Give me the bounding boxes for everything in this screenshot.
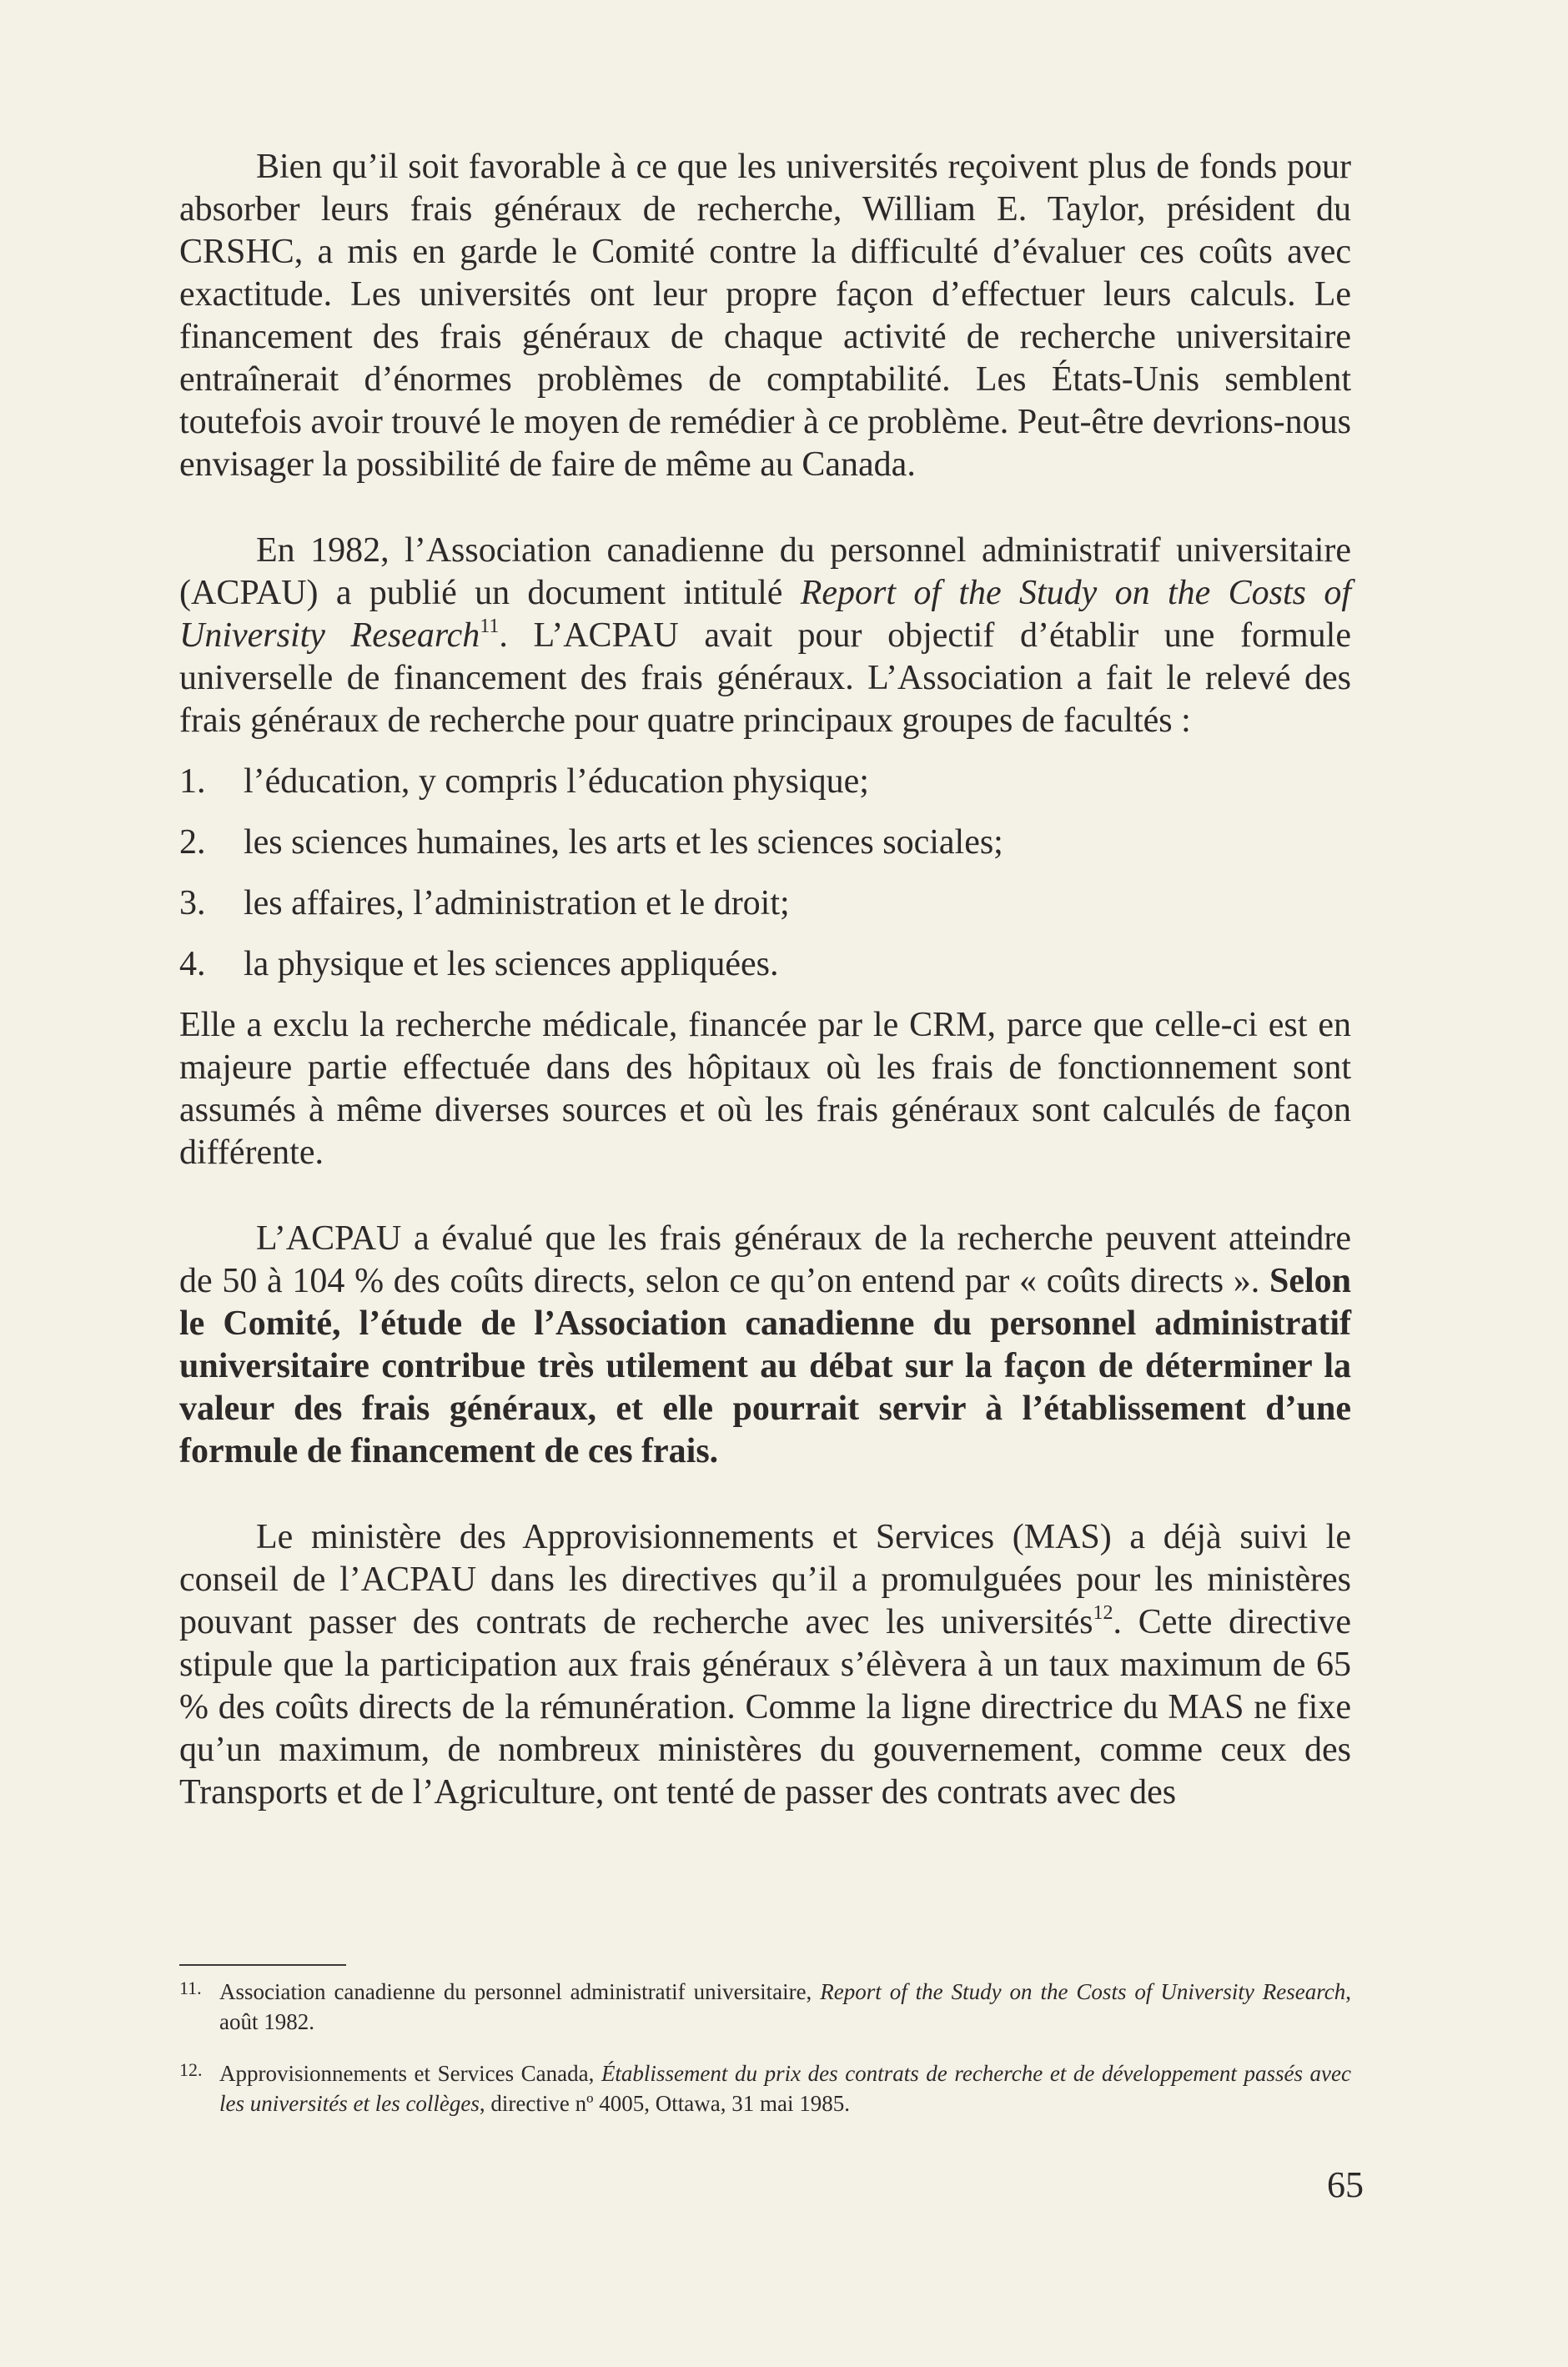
paragraph-text: Le ministère des Approvisionnements et Services (MAS) a déjà suivi le conseil de l’ACPAU dans les directives qu’il a promulguées pour les ministères pouvant passer des contrats de recherche avec les universités <box>179 1518 1351 1641</box>
paragraph-medical-research-excluded <box>179 1004 1351 1174</box>
paragraph-text: . L’ACPAU avait pour objectif d’établir une formule universelle de financement des frais généraux. L’Association a fait le relevé des frais généraux de recherche pour quatre principaux groupes de facultés : <box>179 616 1351 740</box>
footnote-text-part: , août 1982. <box>219 1979 1351 2034</box>
paragraph-text: Bien qu’il soit favorable à ce que les universités reçoivent plus de fonds pour absorber leurs frais généraux de recherche, William E. Taylor, président du CRSHC, a mis en garde le Comité contre la difficulté d’évaluer ces coûts avec exactitude. Les universités ont leur propre façon d’effectuer leurs calculs. Le financement des frais généraux de chaque activité de recherche universitaire entraînerait d’énormes problèmes de comptabilité. Les États-Unis semblent toutefois avoir trouvé le moyen de remédier à ce problème. Peut-être devrions-nous envisager la possibilité de faire de même au Canada. <box>179 148 1351 484</box>
list-text: les sciences humaines, les arts et les sciences sociales; <box>244 823 1003 862</box>
list-item <box>179 761 1351 803</box>
faculty-groups-list <box>179 761 1351 986</box>
paragraph-text: Elle a exclu la recherche médicale, financée par le CRM, parce que celle-ci est en majeure partie effectuée dans des hôpitaux où les frais de fonctionnement sont assumés à même diverses sources et où les frais généraux sont calculés de façon différente. <box>179 1006 1351 1172</box>
footnote-title: Report of the Study on the Costs of University Research <box>820 1979 1346 2004</box>
list-item <box>179 943 1351 986</box>
report-title: Report of the Study on the Costs of University Research <box>179 574 1352 655</box>
paragraph-committee-recommendation <box>179 1218 1351 1473</box>
list-number: 4. <box>179 945 206 983</box>
paragraph-acpau-report <box>179 530 1351 742</box>
footnote-ref-12[interactable]: 12 <box>1093 1602 1113 1624</box>
footnotes <box>179 1977 1351 2140</box>
list-number: 3. <box>179 884 206 922</box>
footnote-title: Établissement du prix des contrats de recherche et de développement passés avec les universités et les collèges <box>219 2061 1351 2116</box>
paragraph-mas-directive <box>179 1516 1351 1814</box>
paragraph-text: . Cette directive stipule que la participation aux frais généraux s’élèvera à un taux maximum de 65 % des coûts directs de la rémunération. Comme la ligne directrice du MAS ne fixe qu’un maximum, de nombreux ministères du gouvernement, comme ceux des Transports et de l’Agriculture, ont tenté de passer des contrats avec des <box>179 1603 1351 1812</box>
committee-recommendation-bold: Selon le Comité, l’étude de l’Association canadienne du personnel administratif universitaire contribue très utilement au débat sur la façon de déterminer la valeur des frais généraux, et elle pourrait servir à l’établissement d’une formule de financement de ces frais. <box>179 1262 1351 1470</box>
paragraph-text: L’ACPAU a évalué que les frais généraux de la recherche peuvent atteindre de 50 à 104 % des coûts directs, selon ce qu’on entend par « coûts directs ». <box>179 1219 1351 1300</box>
footnote-ref-11[interactable]: 11 <box>480 616 500 637</box>
footnote-text-part: Association canadienne du personnel administratif universitaire, <box>219 1979 821 2004</box>
footnote-number: 11. <box>179 1978 202 1998</box>
footnote-text <box>219 2058 1351 2118</box>
footnote-text <box>219 1977 1351 2037</box>
footnote-text-part: Approvisionnements et Services Canada, <box>219 2061 601 2086</box>
footnote-12 <box>179 2058 1351 2118</box>
list-text: l’éducation, y compris l’éducation physique; <box>244 762 869 801</box>
list-number: 2. <box>179 823 206 862</box>
paragraph-text: En 1982, l’Association canadienne du personnel administratif universitaire (ACPAU) a publié un document intitulé <box>179 531 1351 612</box>
list-number: 1. <box>179 762 206 801</box>
footnote-number: 12. <box>179 2059 203 2080</box>
page-body <box>179 146 1351 1857</box>
page-number: 65 <box>1327 2164 1364 2205</box>
footnote-divider <box>179 1964 346 1966</box>
footnote-text-part: , directive nº 4005, Ottawa, 31 mai 1985. <box>479 2091 850 2116</box>
list-text: les affaires, l’administration et le droit; <box>244 884 790 922</box>
footnote-11 <box>179 1977 1351 2037</box>
list-item <box>179 882 1351 925</box>
list-text: la physique et les sciences appliquées. <box>244 945 779 983</box>
paragraph-overhead-costs-taylor <box>179 146 1351 486</box>
list-item <box>179 822 1351 864</box>
